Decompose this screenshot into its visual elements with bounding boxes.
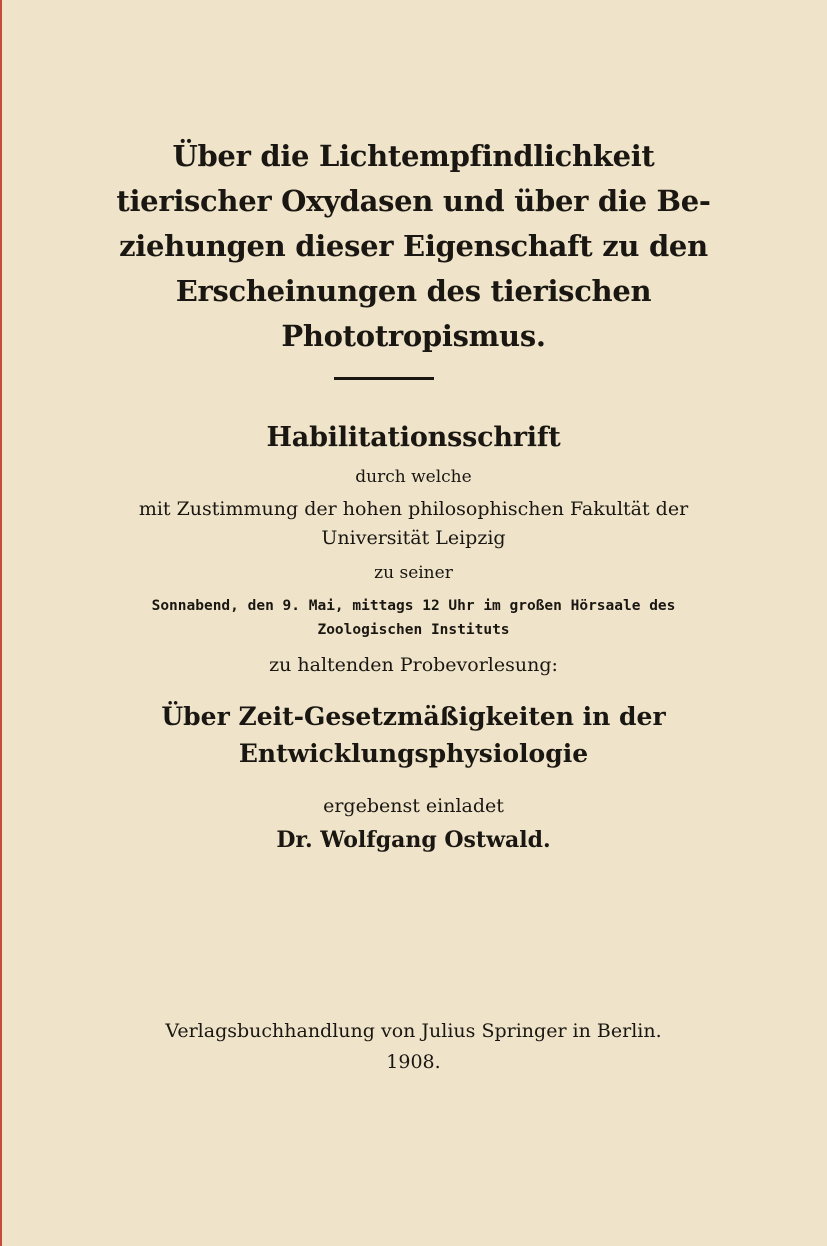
date-line: Zoologischen Instituts xyxy=(317,622,510,638)
title-line: ziehungen dieser Eigenschaft zu den xyxy=(119,229,708,263)
lecture-title-line: Entwicklungsphysiologie xyxy=(238,739,589,768)
main-title xyxy=(0,134,827,359)
invites-text: ergebenst einladet xyxy=(323,795,504,817)
habilitation-heading: Habilitationsschrift xyxy=(266,422,561,453)
lecture-title-line: Über Zeit-Gesetzmäßigkeiten in der xyxy=(161,702,666,731)
consent-text xyxy=(0,495,827,553)
to-hold-text: zu haltenden Probevorlesung: xyxy=(269,654,558,676)
lecture-title xyxy=(0,698,827,772)
title-line: Über die Lichtempfindlichkeit xyxy=(172,139,655,173)
to-his-text: zu seiner xyxy=(374,563,453,583)
consent-line: mit Zustimmung der hohen philosophischen Fakultät der xyxy=(138,498,689,520)
publisher-block xyxy=(0,1016,827,1078)
publisher-name: Verlagsbuchhandlung von Julius Springer in Berlin. xyxy=(165,1020,662,1042)
title-line: Phototropismus. xyxy=(281,319,546,353)
divider-rule xyxy=(334,377,434,380)
publication-year: 1908. xyxy=(386,1051,441,1073)
through-which-text: durch welche xyxy=(355,467,472,487)
title-line: Erscheinungen des tierischen xyxy=(175,274,652,308)
consent-line: Universität Leipzig xyxy=(321,527,506,549)
author-name: Dr. Wolfgang Ostwald. xyxy=(276,827,551,853)
lecture-date-text xyxy=(0,594,827,642)
title-line: tierischer Oxydasen und über die Be- xyxy=(116,184,711,218)
date-line: Sonnabend, den 9. Mai, mittags 12 Uhr im großen Hörsaale des xyxy=(151,598,676,614)
